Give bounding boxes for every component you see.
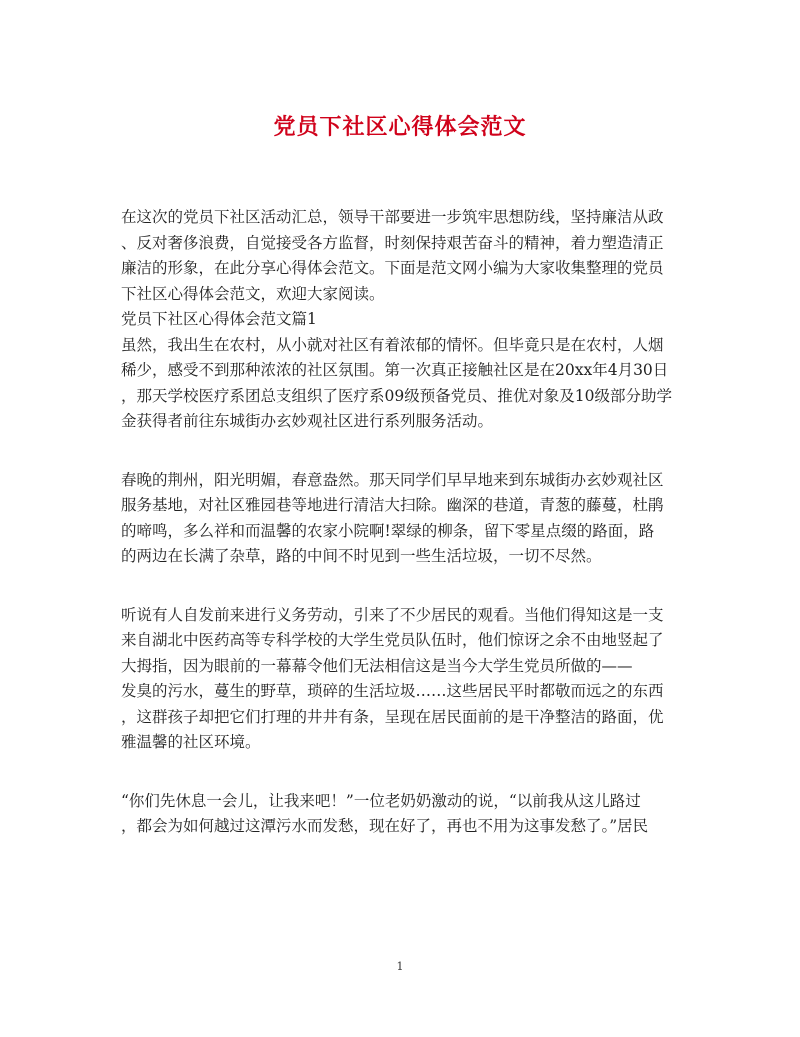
document-title: 党员下社区心得体会范文 (273, 115, 527, 140)
text-line: 雅温馨的社区环境。 (121, 733, 261, 751)
text-line: 、反对奢侈浪费，自觉接受各方监督，时刻保持艰苦奋斗的精神，着力塑造清正 (121, 233, 664, 252)
text-line: 在这次的党员下社区活动汇总，领导干部要进一步筑牢思想防线，坚持廉洁从政 (121, 208, 664, 226)
text-line: 的两边在长满了杂草，路的中间不时见到一些生活垃圾，一切不尽然。 (121, 547, 602, 565)
document-body (121, 205, 679, 840)
paragraph-gap (121, 570, 679, 603)
text-line: ，都会为如何越过这潭污水而发愁，现在好了，再也不用为这事发愁了。”居民 (121, 817, 649, 835)
section-heading: 党员下社区心得体会范文篇1 (121, 310, 317, 328)
paragraph-gap (121, 435, 679, 468)
text-line: 下社区心得体会范文，欢迎大家阅读。 (121, 284, 385, 303)
text-line: 的啼鸣，多么祥和而温馨的农家小院啊!翠绿的柳条，留下零星点缀的路面，路 (121, 521, 655, 540)
text-line: 廉洁的形象，在此分享心得体会范文。下面是范文网小编为大家收集整理的党员 (121, 259, 664, 277)
text-line: 虽然，我出生在农村，从小就对社区有着浓郁的情怀。但毕竟只是在农村，人烟 (121, 335, 664, 354)
text-line: ，这群孩子却把它们打理的井井有条，呈现在居民面前的是干净整洁的路面，优 (121, 707, 664, 726)
paragraph-gap (121, 756, 679, 789)
text-line: ，那天学校医疗系团总支组织了医疗系09级预备党员、推优对象及10级部分助学 (121, 386, 672, 405)
text-line: 来自湖北中医药高等专科学校的大学生党员队伍时，他们惊讶之余不由地竖起了 (121, 631, 664, 649)
text-line: 服务基地，对社区雅园巷等地进行清洁大扫除。幽深的巷道，青葱的藤蔓，杜鹃 (121, 496, 664, 514)
text-line: 发臭的污水，蔓生的野草，琐碎的生活垃圾……这些居民平时都敬而远之的东西 (121, 682, 664, 700)
text-line: 稀少，感受不到那种浓浓的社区氛围。第一次真正接触社区是在20xx年4月30日 (121, 361, 669, 379)
text-line: “你们先休息一会儿，让我来吧！”一位老奶奶激动的说，“以前我从这儿路过 (121, 791, 641, 810)
page-number: 1 (396, 960, 404, 973)
text-line: 大拇指，因为眼前的一幕幕令他们无法相信这是当今大学生党员所做的—— (121, 656, 633, 675)
text-line: 听说有人自发前来进行义务劳动，引来了不少居民的观看。当他们得知这是一支 (121, 605, 664, 624)
text-line: 金获得者前往东城街办玄妙观社区进行系列服务活动。 (121, 412, 494, 430)
text-line: 春晚的荆州，阳光明媚，春意盎然。那天同学们早早地来到东城街办玄妙观社区 (121, 470, 664, 489)
